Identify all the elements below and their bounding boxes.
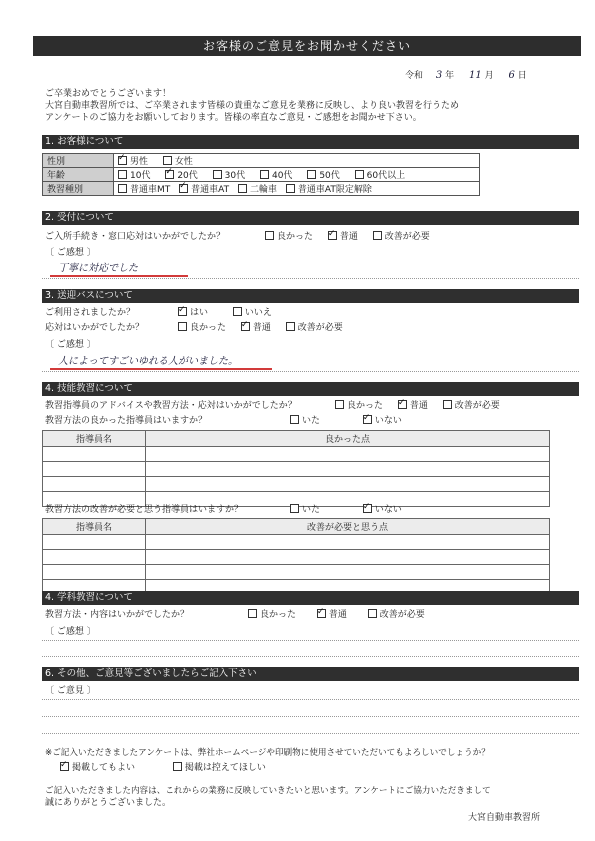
form-title: お客様のご意見をお聞かせください bbox=[33, 36, 581, 56]
school-signature: 大宮自動車教習所 bbox=[468, 813, 541, 823]
academic-question: 教習方法・内容はいかがでしたか？ bbox=[45, 610, 190, 620]
option-label: 普通 bbox=[409, 401, 428, 411]
option-label: いた bbox=[302, 416, 321, 426]
option-label: 普通 bbox=[328, 610, 347, 620]
table-cell[interactable] bbox=[146, 477, 550, 492]
good-instructor-yes-checkbox[interactable] bbox=[290, 415, 299, 424]
bus-use-options bbox=[178, 307, 284, 319]
reception-question: ご入所手続き・窓口応対はいかがでしたか？ bbox=[45, 232, 226, 242]
good-instructor-table bbox=[42, 430, 550, 507]
option-label: 普通車MT bbox=[130, 185, 171, 195]
option-label: 50代 bbox=[319, 171, 340, 181]
publication-consent-note: ※ご記入いただきましたアンケートは、弊社ホームページや印刷物に使用させていただいてもよろしいでしょうか？ bbox=[45, 748, 490, 758]
academic-comment-label: 〔 ご感想 〕 bbox=[45, 627, 96, 637]
reception-comment-label: 〔 ご感想 〕 bbox=[45, 248, 96, 258]
age-options bbox=[114, 168, 480, 182]
option-label: 改善が必要 bbox=[384, 232, 430, 242]
course-options bbox=[114, 182, 480, 196]
instructor-good-checkbox[interactable] bbox=[335, 400, 344, 409]
customer-info-table bbox=[42, 153, 480, 196]
age-20s-checkbox[interactable] bbox=[165, 170, 174, 179]
dotted-line bbox=[42, 733, 579, 734]
option-label: 20代 bbox=[177, 171, 198, 181]
bus-comment-label: 〔 ご感想 〕 bbox=[45, 340, 96, 350]
reception-options bbox=[265, 231, 442, 243]
section-6-header: 6. その他、ご意見等ございましたらご記入下さい bbox=[42, 667, 579, 681]
bus-use-question: ご利用されましたか？ bbox=[45, 308, 136, 318]
option-label: 女性 bbox=[174, 157, 193, 167]
table-cell[interactable] bbox=[146, 565, 550, 580]
option-label: 二輪車 bbox=[249, 185, 277, 195]
academic-normal-checkbox[interactable] bbox=[317, 609, 326, 618]
course-motorcycle-checkbox[interactable] bbox=[238, 184, 247, 193]
option-label: 良かった bbox=[277, 232, 314, 242]
red-underline bbox=[50, 275, 188, 277]
bus-yes-checkbox[interactable] bbox=[178, 307, 187, 316]
improve-points-header: 改善が必要と思う点 bbox=[146, 519, 550, 535]
date-year-unit: 年 bbox=[445, 71, 455, 81]
gender-male-checkbox[interactable] bbox=[118, 156, 127, 165]
option-label: 改善が必要 bbox=[297, 323, 343, 333]
date-month-unit: 月 bbox=[484, 71, 494, 81]
option-label: 良かった bbox=[190, 323, 227, 333]
instructor-question: 教習指導員のアドバイスや教習方法・応対はいかがでしたか？ bbox=[45, 401, 297, 411]
reception-normal-checkbox[interactable] bbox=[328, 231, 337, 240]
bus-service-options bbox=[178, 322, 355, 334]
option-label: 掲載は控えてほしい bbox=[184, 763, 266, 773]
table-cell[interactable] bbox=[146, 550, 550, 565]
table-cell[interactable] bbox=[146, 447, 550, 462]
age-label: 年齢 bbox=[43, 168, 114, 182]
intro-line-3: アンケートのご協力をお願いしております。皆様の率直なご意見・ご感想をお聞かせ下さい。 bbox=[45, 113, 422, 123]
table-cell[interactable] bbox=[43, 477, 146, 492]
bad-instructor-no-checkbox[interactable] bbox=[363, 504, 372, 513]
option-label: いいえ bbox=[244, 308, 272, 318]
dotted-line bbox=[42, 371, 579, 372]
table-cell[interactable] bbox=[146, 462, 550, 477]
option-label: 改善が必要 bbox=[379, 610, 425, 620]
option-label: はい bbox=[190, 308, 209, 318]
thanks-line-1: ご記入いただきました内容は、これからの業務に反映していきたいと思います。アンケートにご協力いただきまして bbox=[45, 786, 491, 796]
dotted-line bbox=[42, 278, 579, 279]
good-instructor-no-checkbox[interactable] bbox=[363, 415, 372, 424]
reception-comment-text: 丁寧に対応でした bbox=[58, 263, 138, 274]
age-50s-checkbox[interactable] bbox=[307, 170, 316, 179]
option-label: 良かった bbox=[347, 401, 384, 411]
publication-options bbox=[60, 762, 278, 774]
bad-instructor-question: 教習方法の改善が必要と思う指導員はいますか？ bbox=[45, 505, 244, 515]
course-at-checkbox[interactable] bbox=[179, 184, 188, 193]
section-1-header: 1. お客様について bbox=[42, 135, 579, 149]
dotted-line bbox=[42, 640, 579, 641]
bus-improve-checkbox[interactable] bbox=[286, 322, 295, 331]
option-label: 普通車AT bbox=[191, 185, 230, 195]
option-label: 普通 bbox=[339, 232, 358, 242]
age-40s-checkbox[interactable] bbox=[260, 170, 269, 179]
gender-label: 性別 bbox=[43, 154, 114, 168]
dotted-line bbox=[42, 716, 579, 717]
option-label: 30代 bbox=[224, 171, 246, 181]
option-label: 良かった bbox=[260, 610, 297, 620]
publish-ok-checkbox[interactable] bbox=[60, 762, 69, 771]
date-day: 6 bbox=[508, 70, 515, 81]
age-60s-checkbox[interactable] bbox=[355, 170, 364, 179]
good-instructor-options bbox=[290, 415, 414, 427]
section-2-header: 2. 受付について bbox=[42, 211, 579, 225]
instructor-name-header: 指導員名 bbox=[43, 431, 146, 447]
intro-line-1: ご卒業おめでとうございます！ bbox=[45, 89, 172, 99]
instructor-name-header: 指導員名 bbox=[43, 519, 146, 535]
bus-service-question: 応対はいかがでしたか？ bbox=[45, 323, 145, 333]
instructor-options bbox=[335, 400, 500, 412]
opinion-label: 〔 ご意見 〕 bbox=[45, 686, 96, 696]
section-3-header: 3. 送迎バスについて bbox=[42, 289, 579, 303]
publish-no-checkbox[interactable] bbox=[173, 762, 182, 771]
date-month: 11 bbox=[469, 70, 482, 81]
gender-options bbox=[114, 154, 480, 168]
dotted-line bbox=[42, 699, 579, 700]
section-4-header: 4. 技能教習について bbox=[42, 382, 579, 396]
course-at-release-checkbox[interactable] bbox=[286, 184, 295, 193]
academic-improve-checkbox[interactable] bbox=[368, 609, 377, 618]
table-cell[interactable] bbox=[43, 462, 146, 477]
intro-line-2: 大宮自動車教習所では、ご卒業されます皆様の貴重なご意見を業務に反映し、より良い教習を行うため bbox=[45, 101, 460, 111]
date-line bbox=[405, 70, 527, 82]
date-era: 令和 bbox=[405, 71, 424, 81]
age-30s-checkbox[interactable] bbox=[213, 170, 222, 179]
gender-row bbox=[43, 154, 480, 168]
age-10s-checkbox[interactable] bbox=[118, 170, 127, 179]
option-label: いない bbox=[374, 505, 402, 515]
bus-good-checkbox[interactable] bbox=[178, 322, 187, 331]
instructor-normal-checkbox[interactable] bbox=[398, 400, 407, 409]
option-label: 改善が必要 bbox=[454, 401, 500, 411]
academic-options bbox=[248, 609, 437, 621]
reception-good-checkbox[interactable] bbox=[265, 231, 274, 240]
bad-instructor-yes-checkbox[interactable] bbox=[290, 504, 299, 513]
instructor-improve-checkbox[interactable] bbox=[443, 400, 452, 409]
bus-normal-checkbox[interactable] bbox=[241, 322, 250, 331]
option-label: 普通車AT限定解除 bbox=[297, 185, 372, 195]
table-cell[interactable] bbox=[146, 535, 550, 550]
option-label: いた bbox=[302, 505, 321, 515]
reception-improve-checkbox[interactable] bbox=[373, 231, 382, 240]
table-cell[interactable] bbox=[43, 447, 146, 462]
course-mt-checkbox[interactable] bbox=[118, 184, 127, 193]
option-label: 掲載してもよい bbox=[72, 763, 136, 773]
option-label: 40代 bbox=[271, 171, 293, 181]
bad-instructor-options bbox=[290, 504, 414, 516]
date-year: 3 bbox=[435, 70, 443, 81]
gender-female-checkbox[interactable] bbox=[163, 156, 172, 165]
option-label: 10代 bbox=[130, 171, 151, 181]
course-label: 教習種別 bbox=[43, 182, 114, 196]
thanks-line-2: 誠にありがとうございました。 bbox=[45, 798, 172, 808]
academic-good-checkbox[interactable] bbox=[248, 609, 257, 618]
option-label: 普通 bbox=[252, 323, 271, 333]
table-cell[interactable] bbox=[43, 550, 146, 565]
course-row bbox=[43, 182, 480, 196]
date-day-unit: 日 bbox=[517, 71, 527, 81]
bus-no-checkbox[interactable] bbox=[233, 307, 242, 316]
section-academic-header: 4. 学科教習について bbox=[42, 591, 579, 605]
good-instructor-question: 教習方法の良かった指導員はいますか？ bbox=[45, 416, 208, 426]
table-cell[interactable] bbox=[43, 565, 146, 580]
age-row bbox=[43, 168, 480, 182]
option-label: 60代以上 bbox=[366, 171, 406, 181]
improve-instructor-table bbox=[42, 518, 550, 595]
bus-comment-text: 人によってすごいゆれる人がいました。 bbox=[58, 356, 238, 367]
table-cell[interactable] bbox=[43, 535, 146, 550]
dotted-line bbox=[42, 656, 579, 657]
red-underline bbox=[50, 368, 272, 370]
good-points-header: 良かった点 bbox=[146, 431, 550, 447]
option-label: 男性 bbox=[130, 157, 149, 167]
option-label: いない bbox=[374, 416, 402, 426]
